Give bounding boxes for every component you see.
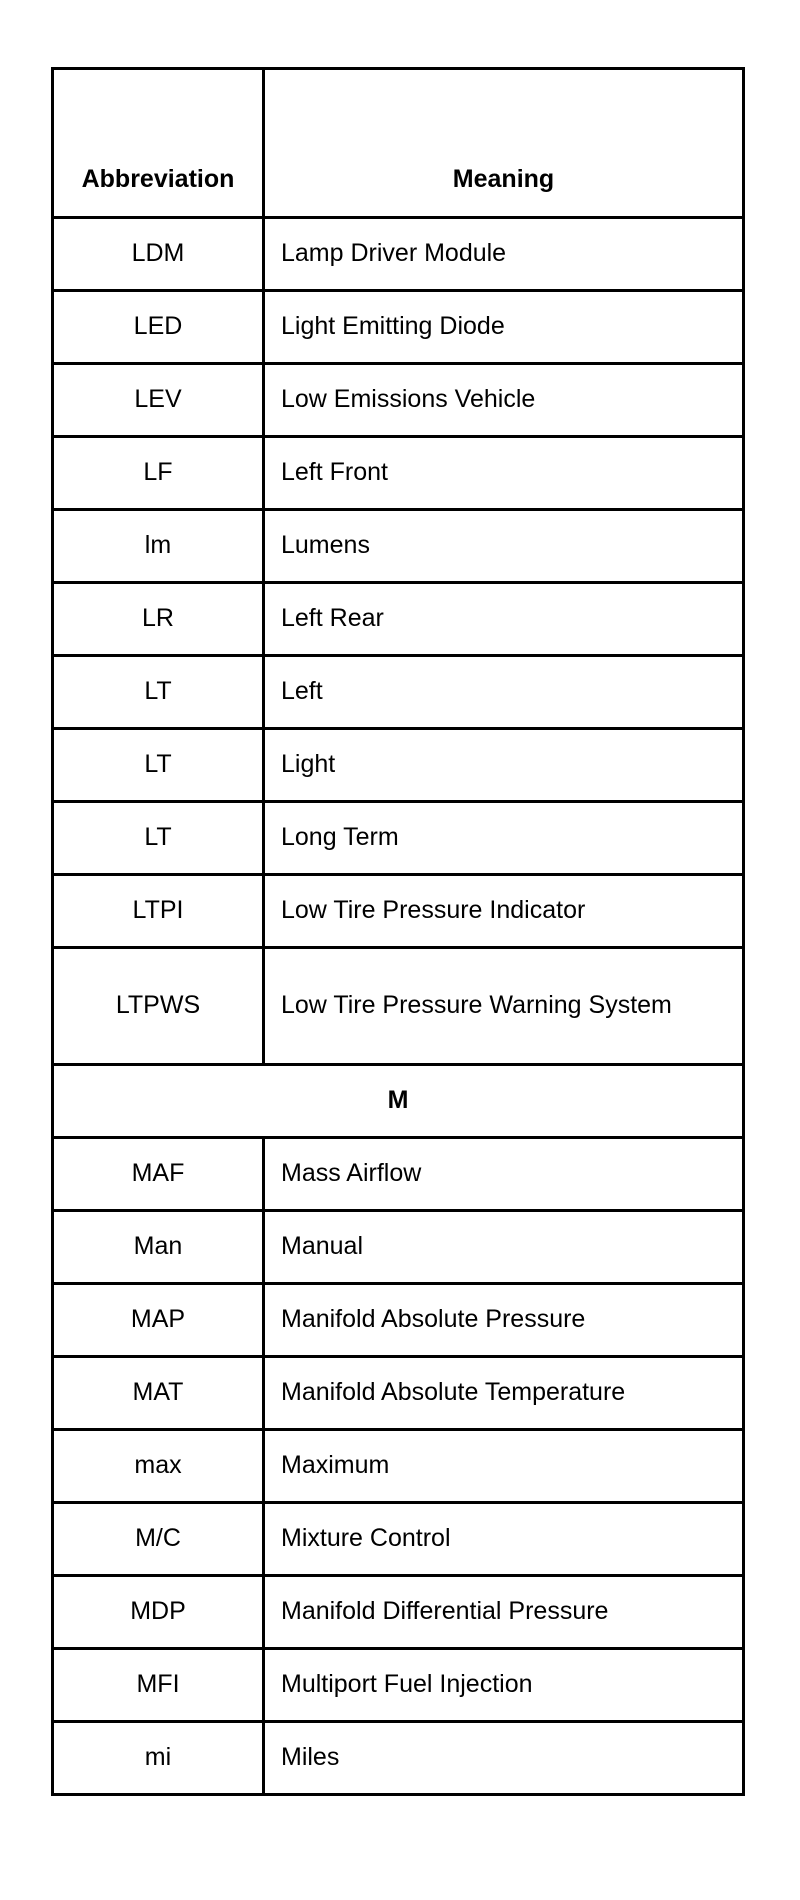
meaning-cell: Manifold Absolute Temperature	[264, 1357, 744, 1430]
abbreviation-cell: MAT	[53, 1357, 264, 1430]
table-row	[53, 802, 744, 875]
table-row	[53, 1649, 744, 1722]
table-row	[53, 583, 744, 656]
header-meaning: Meaning	[264, 69, 744, 218]
table-row	[53, 1357, 744, 1430]
meaning-cell: Lamp Driver Module	[264, 218, 744, 291]
section-header-row	[53, 1065, 744, 1138]
abbreviation-cell: LT	[53, 729, 264, 802]
abbreviation-cell: LEV	[53, 364, 264, 437]
meaning-cell: Light	[264, 729, 744, 802]
table-row	[53, 437, 744, 510]
meaning-cell: Miles	[264, 1722, 744, 1795]
meaning-cell: Left	[264, 656, 744, 729]
table-row	[53, 948, 744, 1065]
meaning-cell: Low Tire Pressure Indicator	[264, 875, 744, 948]
abbreviation-cell: LT	[53, 656, 264, 729]
abbreviation-cell: MDP	[53, 1576, 264, 1649]
meaning-cell: Lumens	[264, 510, 744, 583]
table-row	[53, 1284, 744, 1357]
abbreviation-cell: max	[53, 1430, 264, 1503]
table-row	[53, 1576, 744, 1649]
table-row	[53, 656, 744, 729]
table-row	[53, 1138, 744, 1211]
table-row	[53, 1211, 744, 1284]
table-row	[53, 1430, 744, 1503]
meaning-cell: Multiport Fuel Injection	[264, 1649, 744, 1722]
abbreviation-cell: MFI	[53, 1649, 264, 1722]
abbreviation-cell: MAP	[53, 1284, 264, 1357]
meaning-cell: Low Tire Pressure Warning System	[264, 948, 744, 1065]
meaning-cell: Light Emitting Diode	[264, 291, 744, 364]
header-abbreviation: Abbreviation	[53, 69, 264, 218]
table-row	[53, 218, 744, 291]
abbreviation-cell: mi	[53, 1722, 264, 1795]
abbreviation-cell: LTPI	[53, 875, 264, 948]
meaning-cell: Manifold Differential Pressure	[264, 1576, 744, 1649]
abbreviation-cell: LED	[53, 291, 264, 364]
table-row	[53, 510, 744, 583]
abbreviation-cell: Man	[53, 1211, 264, 1284]
table-row	[53, 291, 744, 364]
table-row	[53, 875, 744, 948]
abbreviation-cell: LTPWS	[53, 948, 264, 1065]
meaning-cell: Manual	[264, 1211, 744, 1284]
abbreviation-table	[51, 67, 745, 1796]
table-header-row	[53, 69, 744, 218]
section-letter-m: M	[53, 1065, 744, 1138]
meaning-cell: Left Front	[264, 437, 744, 510]
abbreviation-cell: MAF	[53, 1138, 264, 1211]
table-row	[53, 364, 744, 437]
table-row	[53, 1503, 744, 1576]
abbreviation-cell: LT	[53, 802, 264, 875]
abbreviation-cell: LF	[53, 437, 264, 510]
meaning-cell: Low Emissions Vehicle	[264, 364, 744, 437]
table-row	[53, 1722, 744, 1795]
meaning-cell: Long Term	[264, 802, 744, 875]
abbreviation-cell: M/C	[53, 1503, 264, 1576]
abbreviation-cell: lm	[53, 510, 264, 583]
meaning-cell: Maximum	[264, 1430, 744, 1503]
meaning-cell: Mixture Control	[264, 1503, 744, 1576]
abbreviation-cell: LDM	[53, 218, 264, 291]
meaning-cell: Left Rear	[264, 583, 744, 656]
meaning-cell: Manifold Absolute Pressure	[264, 1284, 744, 1357]
meaning-cell: Mass Airflow	[264, 1138, 744, 1211]
abbreviation-cell: LR	[53, 583, 264, 656]
table-row	[53, 729, 744, 802]
